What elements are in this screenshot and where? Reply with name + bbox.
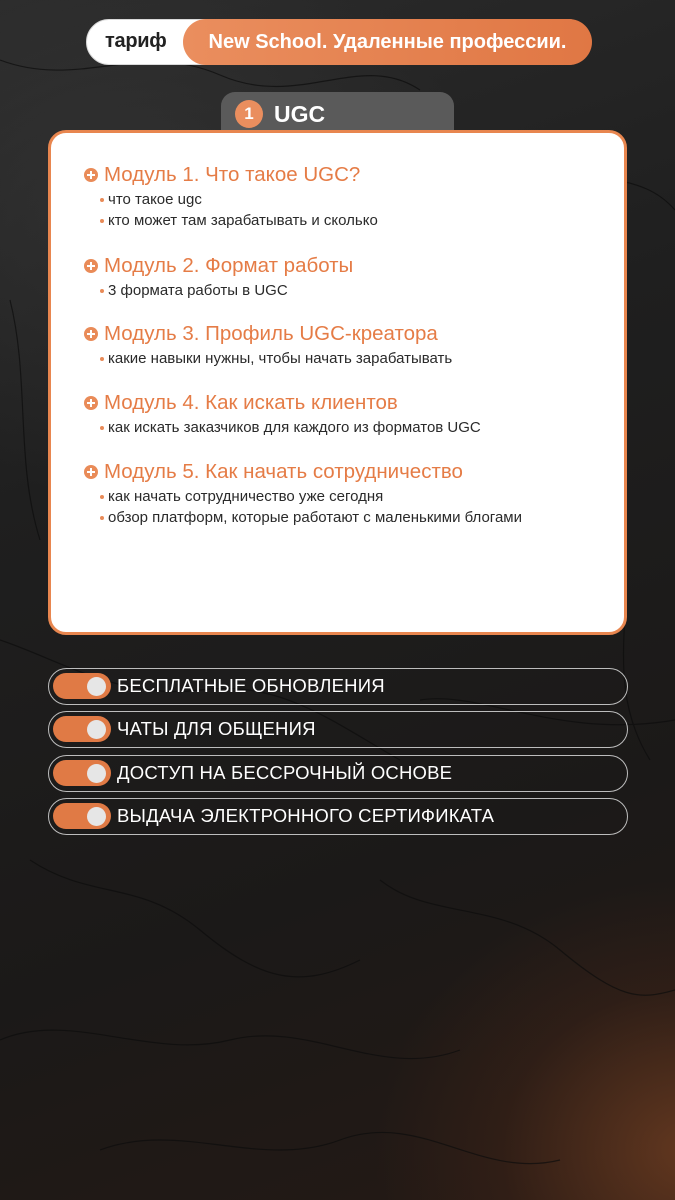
module-title-text: Модуль 3. Профиль UGC-креатора xyxy=(104,322,438,345)
tab-number-badge: 1 xyxy=(235,100,263,128)
module-bullet xyxy=(84,486,522,507)
tariff-label: тариф xyxy=(105,30,167,52)
bullet-dot-icon xyxy=(100,357,104,361)
module-bullet xyxy=(84,348,452,369)
bullet-dot-icon xyxy=(100,289,104,293)
feature-toggle[interactable] xyxy=(53,760,111,786)
tab-title: UGC xyxy=(274,101,326,127)
module-bullet xyxy=(84,189,378,210)
feature-lifetime-access xyxy=(48,755,628,792)
bullet-dot-icon xyxy=(100,219,104,223)
feature-free-updates xyxy=(48,668,628,705)
plus-circle-icon xyxy=(84,259,98,273)
module-bullet xyxy=(84,280,353,301)
module-item xyxy=(84,389,481,438)
module-item xyxy=(84,161,378,231)
feature-toggle[interactable] xyxy=(53,803,111,829)
module-bullet xyxy=(84,210,378,231)
toggle-knob xyxy=(87,764,106,783)
plus-circle-icon xyxy=(84,168,98,182)
module-title-text: Модуль 4. Как искать клиентов xyxy=(104,391,398,414)
feature-label: БЕСПЛАТНЫЕ ОБНОВЛЕНИЯ xyxy=(117,675,385,696)
bullet-text: 3 формата работы в UGC xyxy=(108,282,288,299)
feature-toggle[interactable] xyxy=(53,716,111,742)
module-title-text: Модуль 5. Как начать сотрудничество xyxy=(104,460,463,483)
bullet-text: обзор платформ, которые работают с маленькими блогами xyxy=(108,509,522,526)
feature-chats xyxy=(48,711,628,748)
bullet-dot-icon xyxy=(100,198,104,202)
module-title-text: Модуль 2. Формат работы xyxy=(104,254,354,277)
tariff-header xyxy=(86,19,590,65)
module-item xyxy=(84,252,353,301)
module-bullet xyxy=(84,417,481,438)
module-bullet xyxy=(84,507,522,528)
bullet-dot-icon xyxy=(100,426,104,430)
module-title xyxy=(84,161,378,189)
bullet-text: как искать заказчиков для каждого из форматов UGC xyxy=(108,419,481,436)
module-title-text: Модуль 1. Что такое UGC? xyxy=(104,163,361,186)
module-title xyxy=(84,389,481,417)
bullet-dot-icon xyxy=(100,495,104,499)
toggle-knob xyxy=(87,720,106,739)
toggle-knob xyxy=(87,677,106,696)
module-list-card xyxy=(48,130,627,635)
feature-certificate xyxy=(48,798,628,835)
module-title xyxy=(84,252,353,280)
feature-label: ЧАТЫ ДЛЯ ОБЩЕНИЯ xyxy=(117,718,316,739)
bullet-text: кто может там зарабатывать и сколько xyxy=(108,212,378,229)
feature-label: ВЫДАЧА ЭЛЕКТРОННОГО СЕРТИФИКАТА xyxy=(117,805,495,826)
bullet-text: что такое ugc xyxy=(108,191,202,208)
module-item xyxy=(84,320,452,369)
bullet-dot-icon xyxy=(100,516,104,520)
plus-circle-icon xyxy=(84,327,98,341)
module-item xyxy=(84,458,522,528)
plus-circle-icon xyxy=(84,465,98,479)
bullet-text: как начать сотрудничество уже сегодня xyxy=(108,488,384,505)
feature-toggle[interactable] xyxy=(53,673,111,699)
tariff-name: New School. Удаленные профессии. xyxy=(183,19,592,65)
module-title xyxy=(84,458,522,486)
plus-circle-icon xyxy=(84,396,98,410)
feature-label: ДОСТУП НА БЕССРОЧНЫЙ ОСНОВЕ xyxy=(117,762,453,783)
bullet-text: какие навыки нужны, чтобы начать зарабатывать xyxy=(108,350,453,367)
toggle-knob xyxy=(87,807,106,826)
module-title xyxy=(84,320,452,348)
